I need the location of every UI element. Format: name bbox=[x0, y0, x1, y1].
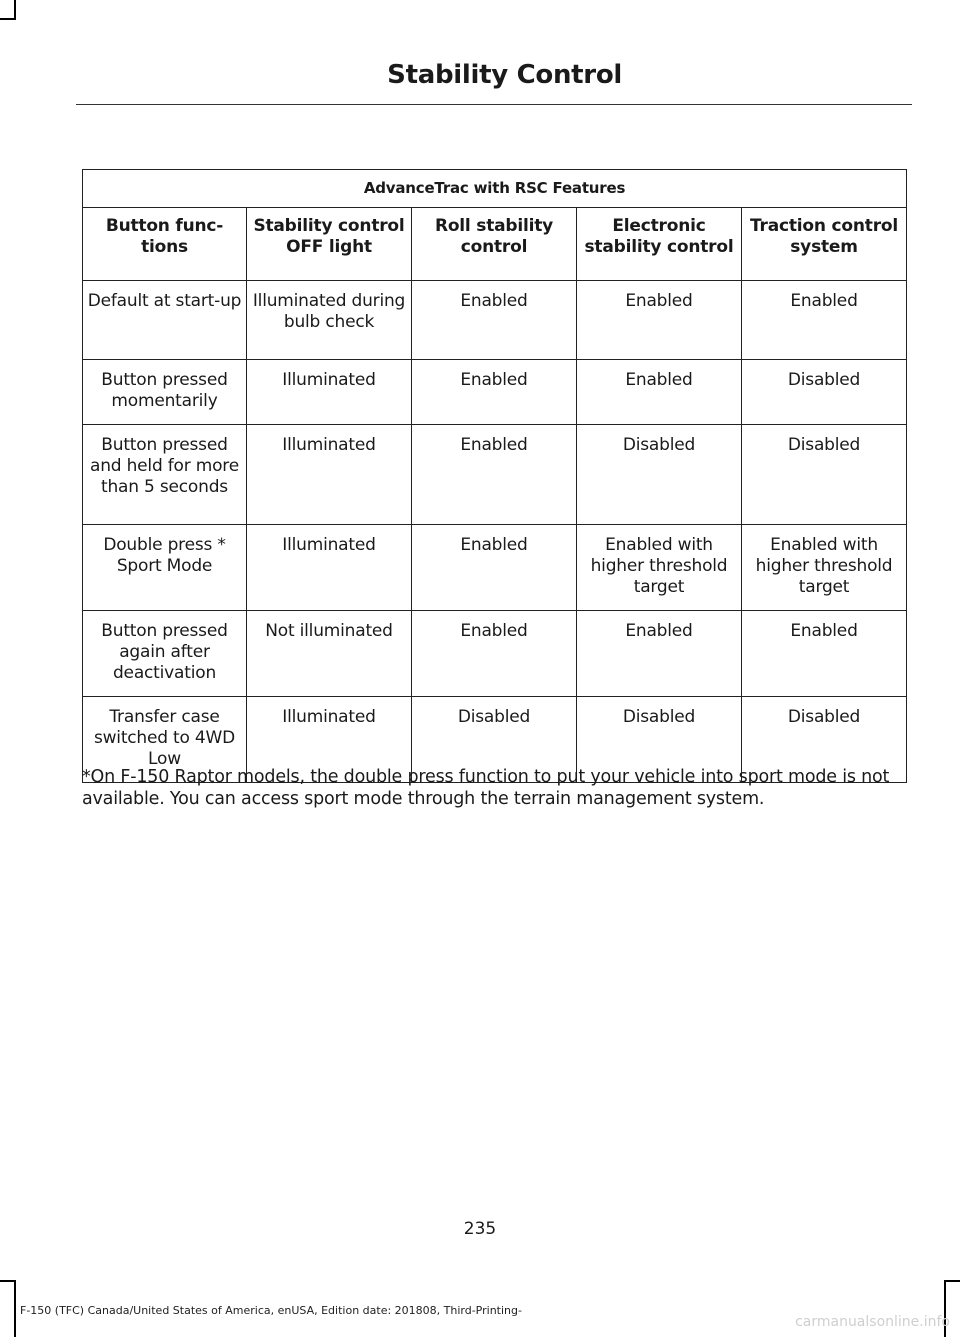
edition-line: F-150 (TFC) Canada/United States of America, enUSA, Edition date: 201808, Third-Printing- bbox=[20, 1304, 522, 1317]
crop-mark bbox=[944, 1280, 960, 1282]
table-cell: Enabled bbox=[412, 281, 577, 360]
table-cell: Illuminated during bulb check bbox=[247, 281, 412, 360]
column-header: Electronic stability control bbox=[577, 208, 742, 281]
table-cell: Disabled bbox=[742, 425, 907, 525]
column-header: Traction control system bbox=[742, 208, 907, 281]
column-header: Stability control OFF light bbox=[247, 208, 412, 281]
table-caption: AdvanceTrac with RSC Features bbox=[83, 170, 907, 208]
table-cell: Enabled bbox=[577, 611, 742, 697]
column-header: Button func-tions bbox=[83, 208, 247, 281]
table-cell: Enabled with higher threshold target bbox=[577, 525, 742, 611]
table-cell: Disabled bbox=[577, 425, 742, 525]
table-cell: Illuminated bbox=[247, 697, 412, 783]
table-cell: Double press * Sport Mode bbox=[83, 525, 247, 611]
table-cell: Disabled bbox=[577, 697, 742, 783]
crop-mark bbox=[14, 1280, 16, 1337]
table-cell: Default at start-up bbox=[83, 281, 247, 360]
table-cell: Disabled bbox=[742, 360, 907, 425]
table-cell: Illuminated bbox=[247, 525, 412, 611]
table-cell: Enabled bbox=[412, 425, 577, 525]
table-row bbox=[83, 525, 907, 611]
table-row bbox=[83, 281, 907, 360]
features-table bbox=[82, 169, 907, 783]
table-cell: Enabled with higher threshold target bbox=[742, 525, 907, 611]
table-row bbox=[83, 611, 907, 697]
column-header: Roll stability control bbox=[412, 208, 577, 281]
crop-mark bbox=[0, 18, 16, 20]
table-cell: Disabled bbox=[412, 697, 577, 783]
crop-mark bbox=[0, 1280, 16, 1282]
table-header-row bbox=[83, 208, 907, 281]
table-cell: Button pressed momentarily bbox=[83, 360, 247, 425]
header-divider bbox=[76, 104, 912, 105]
table-cell: Illuminated bbox=[247, 425, 412, 525]
page-title: Stability Control bbox=[387, 60, 622, 90]
table-cell: Enabled bbox=[412, 360, 577, 425]
table-cell: Button pressed again after deactivation bbox=[83, 611, 247, 697]
table-cell: Transfer case switched to 4WD Low bbox=[83, 697, 247, 783]
table-cell: Enabled bbox=[742, 611, 907, 697]
table-row bbox=[83, 360, 907, 425]
table-cell: Button pressed and held for more than 5 seconds bbox=[83, 425, 247, 525]
table-cell: Enabled bbox=[742, 281, 907, 360]
table-cell: Enabled bbox=[577, 281, 742, 360]
table-cell: Disabled bbox=[742, 697, 907, 783]
table-row bbox=[83, 425, 907, 525]
table-cell: Enabled bbox=[412, 525, 577, 611]
crop-mark bbox=[14, 0, 16, 20]
table-cell: Enabled bbox=[577, 360, 742, 425]
watermark: carmanualsonline.info bbox=[795, 1314, 950, 1330]
table-cell: Illuminated bbox=[247, 360, 412, 425]
page-number: 235 bbox=[463, 1219, 497, 1239]
table-cell: Enabled bbox=[412, 611, 577, 697]
footnote: *On F-150 Raptor models, the double press function to put your vehicle into sport mode is not available. You can access sport mode through the terrain management system. bbox=[82, 767, 890, 809]
table-cell: Not illuminated bbox=[247, 611, 412, 697]
